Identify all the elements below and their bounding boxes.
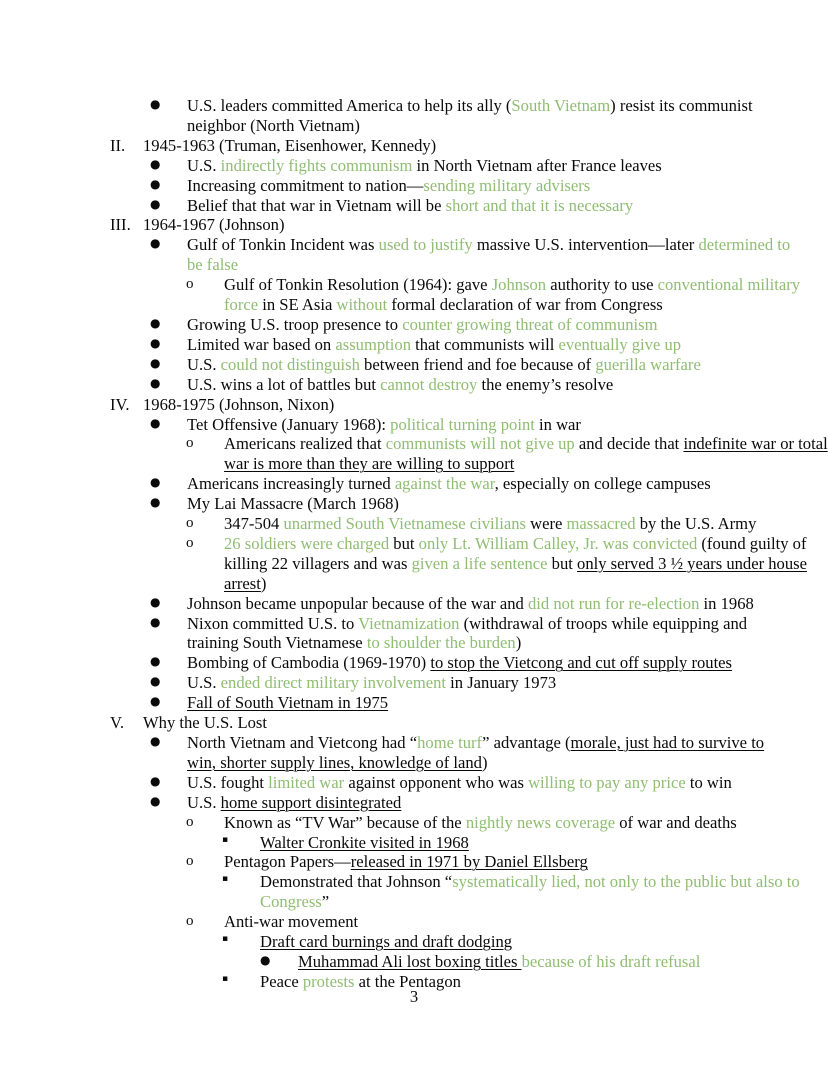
- outline-item-americans-realized: [186, 434, 828, 474]
- outline-item-johnson-lied: [222, 872, 828, 912]
- bullet-dot-icon: ●: [150, 315, 161, 330]
- text-run-plain: 347-504: [224, 514, 284, 534]
- text-run-green: without: [336, 295, 388, 315]
- outline-item-limited-war-assumption: [150, 335, 794, 355]
- text-run-plain: My Lai Massacre (March 1968): [187, 494, 399, 514]
- bullet-dot-icon: ●: [150, 654, 161, 669]
- text-run-plain: U.S. wins a lot of battles but: [187, 374, 381, 394]
- text-run-green: determined to be false: [187, 235, 791, 275]
- text-run-plain: Tet Offensive (January 1968):: [187, 414, 391, 434]
- outline-item-text: [187, 375, 794, 395]
- text-run-green: short and that it is necessary: [445, 195, 634, 215]
- outline-item-anti-war-movement: [186, 912, 828, 932]
- outline-item-text: [260, 872, 828, 912]
- outline-item-text: [143, 136, 754, 156]
- text-run-green: sending military advisers: [423, 175, 591, 195]
- text-run-plain: U.S. fought: [187, 772, 269, 792]
- outline-item-text: [260, 833, 828, 853]
- bullet-circle-icon: o: [186, 515, 194, 532]
- text-run-plain: ) resist its communist neighbor (North Vietnam): [187, 96, 753, 135]
- text-run-plain: U.S.: [187, 155, 221, 175]
- text-run-underline: Fall of South Vietnam in 1975: [187, 693, 389, 713]
- text-run-plain: Demonstrated that Johnson “: [260, 872, 453, 892]
- outline-item-tet-offensive: [150, 415, 794, 435]
- text-run-green: to shoulder the burden: [366, 633, 516, 653]
- outline-item-section-v: [110, 713, 754, 733]
- outline-item-gulf-of-tonkin-resolution: [186, 275, 828, 315]
- outline-item-my-lai-casualties: [186, 514, 828, 534]
- page-number: 3: [409, 987, 419, 1006]
- text-run-green: counter growing threat of communism: [402, 314, 658, 334]
- outline-item-text: [187, 196, 794, 216]
- bullet-dot-icon: ●: [150, 236, 161, 251]
- text-run-plain: that communists will: [411, 334, 559, 354]
- text-run-underline: only served 3 ½ years under house arrest: [224, 553, 807, 593]
- text-run-plain: , especially on college campuses: [494, 474, 711, 494]
- outline-item-us-leaders-committed: [150, 96, 794, 136]
- outline-item-section-ii: [110, 136, 754, 156]
- bullet-square-icon: ▪: [222, 874, 229, 885]
- outline-item-text: [187, 673, 794, 693]
- text-run-plain: Belief that that war in Vietnam will be: [187, 195, 446, 215]
- text-run-green: used to justify: [378, 235, 473, 255]
- text-run-plain: Gulf of Tonkin Resolution (1964): gave: [224, 275, 492, 295]
- outline-item-text: [143, 215, 754, 235]
- outline-item-text: [187, 315, 794, 335]
- outline-item-text: [187, 773, 794, 793]
- outline-item-text: [187, 335, 794, 355]
- text-run-plain: at the Pentagon: [354, 971, 461, 991]
- text-run-green: South Vietnam: [511, 96, 611, 115]
- text-run-plain: Bombing of Cambodia (1969-1970): [187, 653, 431, 673]
- text-run-green: assumption: [335, 334, 411, 354]
- outline-item-my-lai-convictions: [186, 534, 828, 594]
- text-run-plain: but: [389, 533, 419, 553]
- bullet-dot-icon: ●: [150, 355, 161, 370]
- text-run-green: political turning point: [390, 414, 535, 434]
- bullet-dot-icon: ●: [150, 734, 161, 748]
- bullet-dot-icon: ●: [150, 674, 161, 689]
- outline-item-text: [187, 693, 794, 713]
- outline-item-muhammad-ali: [260, 952, 828, 972]
- text-run-plain: Johnson became unpopular because of the war and: [187, 593, 528, 613]
- bullet-dot-icon: ●: [150, 415, 161, 430]
- text-run-plain: authority to use: [546, 275, 658, 295]
- text-run-green: because of his draft refusal: [521, 951, 701, 971]
- text-run-plain: Gulf of Tonkin Incident was: [187, 235, 379, 255]
- text-run-plain: ): [515, 633, 522, 653]
- bullet-circle-icon: o: [186, 853, 194, 870]
- outline-item-gulf-of-tonkin-incident: [150, 235, 794, 275]
- outline-item-draft-card-burnings: [222, 932, 828, 952]
- text-run-plain: Known as “TV War” because of the: [224, 812, 466, 832]
- outline-item-growing-troop-presence: [150, 315, 794, 335]
- bullet-square-icon: ▪: [222, 973, 229, 984]
- text-run-underline: home support disintegrated: [220, 792, 402, 812]
- outline-item-text: [224, 275, 828, 315]
- outline-item-text: [224, 434, 828, 474]
- text-run-green: guerilla warfare: [595, 354, 701, 374]
- text-run-plain: Americans realized that: [224, 434, 386, 454]
- text-run-plain: in January 1973: [446, 673, 557, 693]
- bullet-square-icon: ▪: [222, 834, 229, 845]
- outline-item-indirectly-fights: [150, 156, 794, 176]
- outline-item-text: [187, 733, 794, 773]
- text-run-plain: of war and deaths: [615, 812, 737, 832]
- bullet-dot-icon: ●: [150, 694, 161, 709]
- text-run-underline: released in 1971 by Daniel Ellsberg: [350, 852, 588, 872]
- text-run-plain: 1964-1967 (Johnson): [143, 215, 285, 235]
- text-run-underline: Muhammad Ali lost boxing titles: [298, 951, 522, 971]
- outline-item-text: [187, 96, 794, 136]
- text-run-underline: Walter Cronkite visited in 1968: [260, 832, 469, 852]
- bullet-dot-icon: ●: [150, 475, 161, 490]
- text-run-plain: but: [547, 553, 578, 573]
- bullet-dot-icon: ●: [150, 495, 161, 510]
- text-run-green: only Lt. William Calley, Jr. was convicted: [418, 533, 698, 553]
- outline-item-walter-cronkite: [222, 833, 828, 853]
- text-run-green: could not distinguish: [220, 354, 360, 374]
- bullet-square-icon: ▪: [222, 934, 229, 945]
- bullet-dot-icon: ●: [150, 375, 161, 390]
- text-run-plain: 1968-1975 (Johnson, Nixon): [143, 394, 335, 414]
- text-run-plain: Growing U.S. troop presence to: [187, 314, 403, 334]
- text-run-green: did not run for re-election: [527, 593, 700, 613]
- outline-item-text: [143, 713, 754, 733]
- bullet-circle-icon: o: [186, 913, 194, 930]
- text-run-plain: Limited war based on: [187, 334, 336, 354]
- text-run-plain: between friend and foe because of: [359, 354, 596, 374]
- text-run-green: given a life sentence: [411, 553, 548, 573]
- outline-item-text: [187, 235, 794, 275]
- outline-item-text: [187, 355, 794, 375]
- text-run-plain: ): [260, 573, 267, 593]
- text-run-green: limited war: [268, 772, 345, 792]
- text-run-green: Vietnamization: [358, 613, 460, 633]
- text-run-green: indirectly fights communism: [220, 155, 413, 175]
- text-run-plain: by the U.S. Army: [635, 514, 757, 534]
- outline-item-bombing-of-cambodia: [150, 653, 794, 673]
- text-run-plain: Americans increasingly turned: [187, 474, 395, 494]
- outline-item-text: [187, 415, 794, 435]
- outline-item-section-iv: [110, 395, 754, 415]
- text-run-green: conventional military force: [224, 275, 801, 315]
- text-run-plain: U.S.: [187, 792, 221, 812]
- text-run-plain: massive U.S. intervention—later: [472, 235, 699, 255]
- outline-list: [92, 96, 828, 992]
- text-run-green: ended direct military involvement: [220, 673, 447, 693]
- outline-item-turned-against-the-war: [150, 474, 794, 494]
- outline-item-text: [143, 395, 754, 415]
- outline-item-text: [187, 156, 794, 176]
- text-run-plain: were: [525, 514, 567, 534]
- outline-item-tv-war: [186, 813, 828, 833]
- outline-item-text: [224, 912, 828, 932]
- outline-item-text: [224, 852, 828, 872]
- bullet-circle-icon: o: [186, 276, 194, 293]
- text-run-plain: North Vietnam and Vietcong had “: [187, 733, 418, 752]
- roman-numeral-marker: IV.: [110, 394, 130, 414]
- text-run-plain: U.S.: [187, 354, 221, 374]
- text-run-plain: (withdrawal of troops while equipping and training South Vietnamese: [187, 613, 748, 653]
- text-run-plain: Increasing commitment to nation—: [187, 175, 424, 195]
- bullet-circle-icon: o: [186, 435, 194, 452]
- text-run-underline: to stop the Vietcong and cut off supply routes: [430, 653, 733, 673]
- outline-item-limited-war-vs-any-price: [150, 773, 794, 793]
- bullet-dot-icon: ●: [150, 156, 161, 171]
- outline-item-vietnamization: [150, 614, 794, 654]
- text-run-plain: Peace: [260, 971, 303, 991]
- text-run-plain: 1945-1963 (Truman, Eisenhower, Kennedy): [143, 135, 437, 155]
- outline-item-text: [224, 534, 828, 594]
- text-run-plain: in 1968: [699, 593, 754, 613]
- text-run-green: 26 soldiers were charged: [224, 533, 390, 553]
- outline-item-increasing-commitment: [150, 176, 794, 196]
- text-run-green: massacred: [566, 514, 636, 534]
- bullet-dot-icon: ●: [150, 176, 161, 191]
- text-run-green: cannot destroy: [380, 374, 478, 394]
- roman-numeral-marker: II.: [110, 135, 126, 155]
- text-run-plain: in North Vietnam after France leaves: [412, 155, 662, 175]
- roman-numeral-marker: III.: [110, 215, 131, 235]
- text-run-plain: ” advantage (: [482, 733, 571, 752]
- roman-numeral-marker: V.: [110, 713, 124, 733]
- outline-item-text: [187, 494, 794, 514]
- bullet-dot-icon: ●: [150, 773, 161, 788]
- bullet-circle-icon: o: [186, 534, 194, 551]
- text-run-plain: U.S.: [187, 673, 221, 693]
- outline-item-my-lai-massacre: [150, 494, 794, 514]
- text-run-plain: (found guilty of killing 22 villagers and was: [224, 533, 807, 573]
- text-run-green: communists will not give up: [385, 434, 575, 454]
- outline-item-text: [187, 653, 794, 673]
- text-run-plain: formal declaration of war from Congress: [387, 295, 663, 315]
- text-run-plain: the enemy’s resolve: [477, 374, 614, 394]
- outline-item-text: [224, 813, 828, 833]
- text-run-green: unarmed South Vietnamese civilians: [283, 514, 526, 534]
- outline-item-text: [224, 514, 828, 534]
- outline-item-text: [187, 176, 794, 196]
- text-run-plain: ): [481, 752, 488, 772]
- text-run-green: Johnson: [491, 275, 547, 295]
- outline-item-wins-battles-cannot-destroy: [150, 375, 794, 395]
- outline-item-fall-of-south-vietnam: [150, 693, 794, 713]
- bullet-dot-icon: ●: [150, 614, 161, 629]
- bullet-dot-icon: ●: [150, 594, 161, 609]
- bullet-dot-icon: ●: [150, 793, 161, 808]
- text-run-underline: indefinite war or total war is more than they are willing to support: [224, 434, 828, 474]
- text-run-plain: in war: [534, 414, 581, 434]
- text-run-plain: U.S. leaders committed America to help its ally (: [187, 96, 512, 115]
- text-run-plain: Why the U.S. Lost: [143, 713, 267, 733]
- outline-item-belief-short-war: [150, 196, 794, 216]
- bullet-dot-icon: ●: [260, 952, 271, 967]
- outline-item-text: [187, 614, 794, 654]
- outline-item-pentagon-papers: [186, 852, 828, 872]
- bullet-circle-icon: o: [186, 813, 194, 830]
- outline-item-home-support-disintegrated: [150, 793, 794, 813]
- text-run-underline: morale, just had to survive to win, shorter supply lines, knowledge of land: [187, 733, 765, 772]
- text-run-plain: Anti-war movement: [224, 912, 359, 932]
- text-run-green: against the war: [394, 474, 495, 494]
- text-run-underline: Draft card burnings and draft dodging: [260, 932, 513, 952]
- bullet-dot-icon: ●: [150, 97, 161, 111]
- outline-item-text: [187, 793, 794, 813]
- text-run-plain: Nixon committed U.S. to: [187, 613, 359, 633]
- text-run-green: willing to pay any price: [528, 772, 686, 792]
- outline-item-text: [260, 932, 828, 952]
- text-run-plain: against opponent who was: [344, 772, 529, 792]
- bullet-dot-icon: ●: [150, 196, 161, 211]
- text-run-plain: Pentagon Papers—: [224, 852, 351, 872]
- outline-item-could-not-distinguish: [150, 355, 794, 375]
- text-run-plain: and decide that: [574, 434, 684, 454]
- outline-item-text: [187, 594, 794, 614]
- text-run-green: systematically lied, not only to the public but also to Congress: [260, 872, 800, 912]
- text-run-plain: to win: [685, 772, 732, 792]
- text-run-green: eventually give up: [558, 334, 682, 354]
- bullet-dot-icon: ●: [150, 335, 161, 350]
- text-run-plain: ”: [321, 892, 330, 912]
- outline-item-text: [187, 474, 794, 494]
- text-run-green: nightly news coverage: [465, 812, 616, 832]
- outline-item-section-iii: [110, 215, 754, 235]
- outline-item-ended-military-involvement: [150, 673, 794, 693]
- text-run-green: protests: [302, 971, 355, 991]
- outline-item-home-turf-advantage: [150, 733, 794, 773]
- text-run-green: home turf: [417, 733, 483, 752]
- text-run-plain: in SE Asia: [258, 295, 337, 315]
- outline-item-text: [298, 952, 828, 972]
- outline-item-johnson-unpopular: [150, 594, 794, 614]
